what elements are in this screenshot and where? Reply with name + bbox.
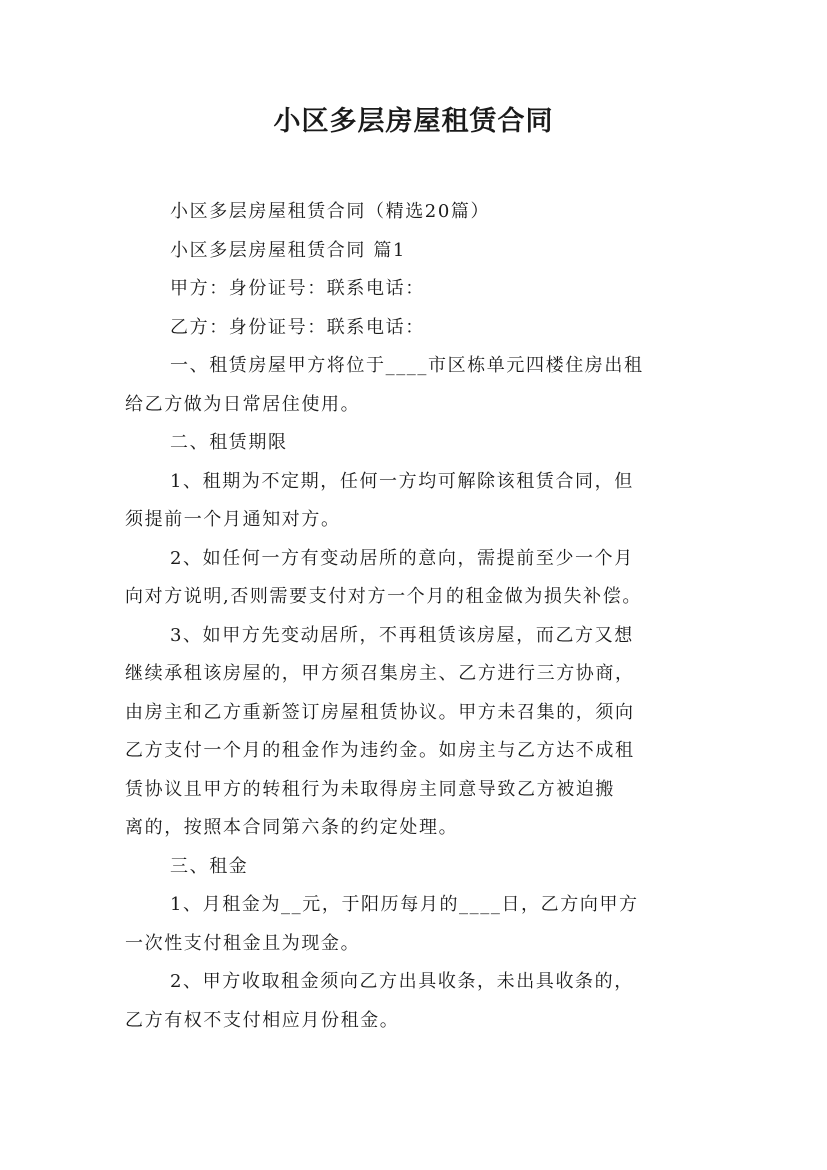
paragraph-line: 1、月租金为__元，于阳历每月的____日，乙方向甲方 [170,894,639,915]
paragraph [125,848,710,887]
paragraph-line: 离的，按照本合同第六条的约定处理。 [125,817,459,838]
paragraph [125,347,710,424]
paragraph-line: 小区多层房屋租赁合同 篇1 [170,239,406,261]
paragraph [125,463,710,540]
document-title: 小区多层房屋租赁合同 [273,106,554,137]
paragraph-line: 1、租期为不定期，任何一方均可解除该租赁合同，但 [170,470,634,492]
paragraph [125,540,710,617]
paragraph-line: 一、租赁房屋甲方将位于____市区栋单元四楼住房出租 [170,355,644,376]
document-body [125,193,710,1040]
paragraph [125,963,710,1040]
paragraph [125,309,710,348]
paragraph-line: 甲方：身份证号：联系电话： [170,278,425,299]
paragraph-line: 三、租金 [170,855,249,877]
paragraph [125,270,710,309]
paragraph [125,886,710,963]
paragraph-line: 乙方有权不支付相应月份租金。 [125,1009,400,1031]
paragraph-line: 2、甲方收取租金须向乙方出具收条，未出具收条的， [170,971,634,992]
paragraph-line: 乙方支付一个月的租金作为违约金。如房主与乙方达不成租 [125,740,635,761]
paragraph [125,193,710,232]
paragraph-line: 向对方说明,否则需要支付对方一个月的租金做为损失补偿。 [125,586,642,607]
paragraph-line: 赁协议且甲方的转租行为未取得房主同意导致乙方被迫搬 [125,778,615,800]
paragraph-line: 一次性支付租金且为现金。 [125,932,361,954]
paragraph [125,232,710,271]
paragraph-line: 小区多层房屋租赁合同（精选20篇） [170,201,491,222]
paragraph-line: 3、如甲方先变动居所，不再租赁该房屋，而乙方又想 [170,624,634,646]
paragraph [125,617,710,848]
paragraph-line: 给乙方做为日常居住使用。 [125,393,361,415]
paragraph-line: 2、如任何一方有变动居所的意向，需提前至少一个月 [170,547,634,569]
paragraph-line: 须提前一个月通知对方。 [125,509,341,530]
paragraph-line: 由房主和乙方重新签订房屋租赁协议。甲方未召集的，须向 [125,701,635,723]
paragraph-line: 乙方：身份证号：联系电话： [170,316,425,338]
paragraph-line: 继续承租该房屋的，甲方须召集房主、乙方进行三方协商， [125,663,635,684]
paragraph-line: 二、租赁期限 [170,432,288,453]
paragraph [125,424,710,463]
